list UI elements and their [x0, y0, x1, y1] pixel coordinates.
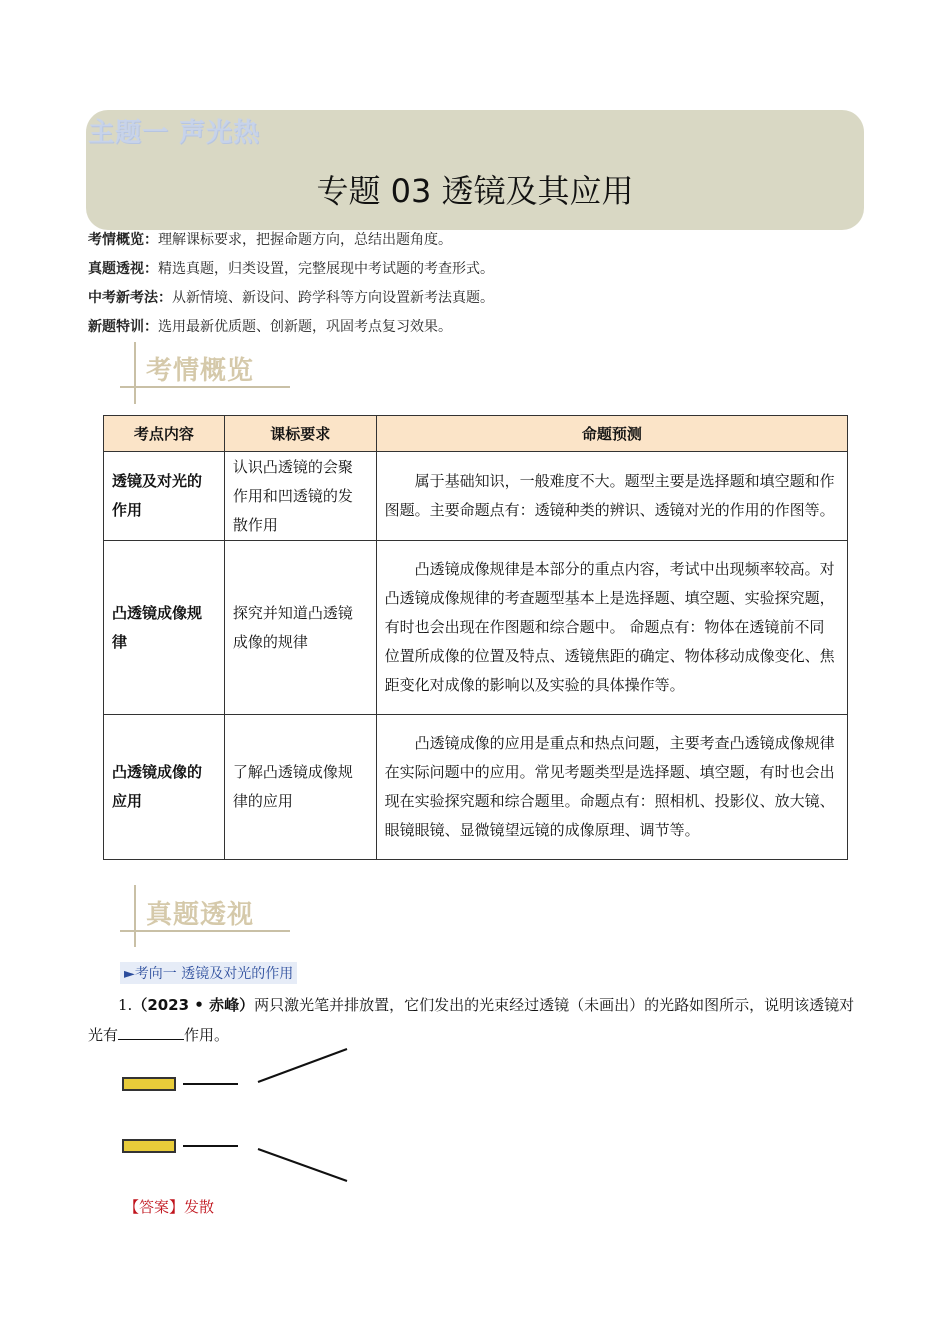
- header-forecast: 命题预测: [376, 416, 847, 452]
- table-row: [104, 541, 848, 715]
- laser-pen-bottom: [123, 1140, 175, 1152]
- section-title-overview: 考情概览: [146, 356, 255, 386]
- requirements-table: [103, 415, 848, 860]
- section-decor-vline: [134, 885, 136, 947]
- topic-cell: 凸透镜成像规律: [104, 541, 225, 715]
- header-requirement: 课标要求: [224, 416, 376, 452]
- intro-line-1: 考情概览：理解课标要求，把握命题方向，总结出题角度。: [88, 232, 452, 248]
- refracted-ray-top: [258, 1049, 347, 1082]
- requirement-cell: 了解凸透镜成像规律的应用: [224, 715, 376, 860]
- forecast-cell: 凸透镜成像规律是本部分的重点内容，考试中出现频率较高。对凸透镜成像规律的考查题型基本上是选择题、填空题、实验探究题，有时也会出现在作图题和综合题中。 命题点有：物体在透镜前不同位置所成像的位置及特点、透镜焦距的确定、物体移动成像变化、焦距变化对成像的影响以及实验的具体操作等。: [376, 541, 847, 715]
- forecast-cell: 属于基础知识，一般难度不大。题型主要是选择题和填空题和作图题。主要命题点有：透镜种类的辨识、透镜对光的作用的作图等。: [376, 452, 847, 541]
- theme-label: 主题一 声光热: [88, 118, 261, 148]
- answer-blank: [118, 1023, 184, 1040]
- question-1: 1.（2023 • 赤峰）两只激光笔并排放置，它们发出的光束经过透镜（未画出）的光路如图所示，说明该透镜对光有 作用。: [88, 996, 855, 1044]
- intro-line-2: 真题透视：精选真题，归类设置，完整展现中考试题的考查形式。: [88, 261, 494, 277]
- section-title-real: 真题透视: [146, 900, 255, 930]
- header-topic: 考点内容: [104, 416, 225, 452]
- table-row: [104, 452, 848, 541]
- section-decor-vline: [134, 342, 136, 404]
- answer: 【答案】发散: [124, 1198, 215, 1216]
- page-title: 专题 03 透镜及其应用: [316, 172, 634, 210]
- topic-cell: 凸透镜成像的应用: [104, 715, 225, 860]
- direction-label: ►考向一 透镜及对光的作用: [120, 962, 297, 984]
- requirement-cell: 认识凸透镜的会聚作用和凹透镜的发散作用: [224, 452, 376, 541]
- intro-line-3: 中考新考法：从新情境、新设问、跨学科等方向设置新考法真题。: [88, 290, 494, 306]
- table-header-row: [104, 416, 848, 452]
- intro-line-4: 新题特训：选用最新优质题、创新题，巩固考点复习效果。: [88, 319, 452, 335]
- table-row: [104, 715, 848, 860]
- laser-pen-top: [123, 1078, 175, 1090]
- refracted-ray-bottom: [258, 1149, 347, 1181]
- laser-diagram: [115, 1045, 355, 1190]
- forecast-cell: 凸透镜成像的应用是重点和热点问题，主要考查凸透镜成像规律在实际问题中的应用。常见考题类型是选择题、填空题，有时也会出现在实验探究题和综合题里。命题点有：照相机、投影仪、放大镜、眼镜眼镜、显微镜望远镜的成像原理、调节等。: [376, 715, 847, 860]
- topic-cell: 透镜及对光的作用: [104, 452, 225, 541]
- requirement-cell: 探究并知道凸透镜成像的规律: [224, 541, 376, 715]
